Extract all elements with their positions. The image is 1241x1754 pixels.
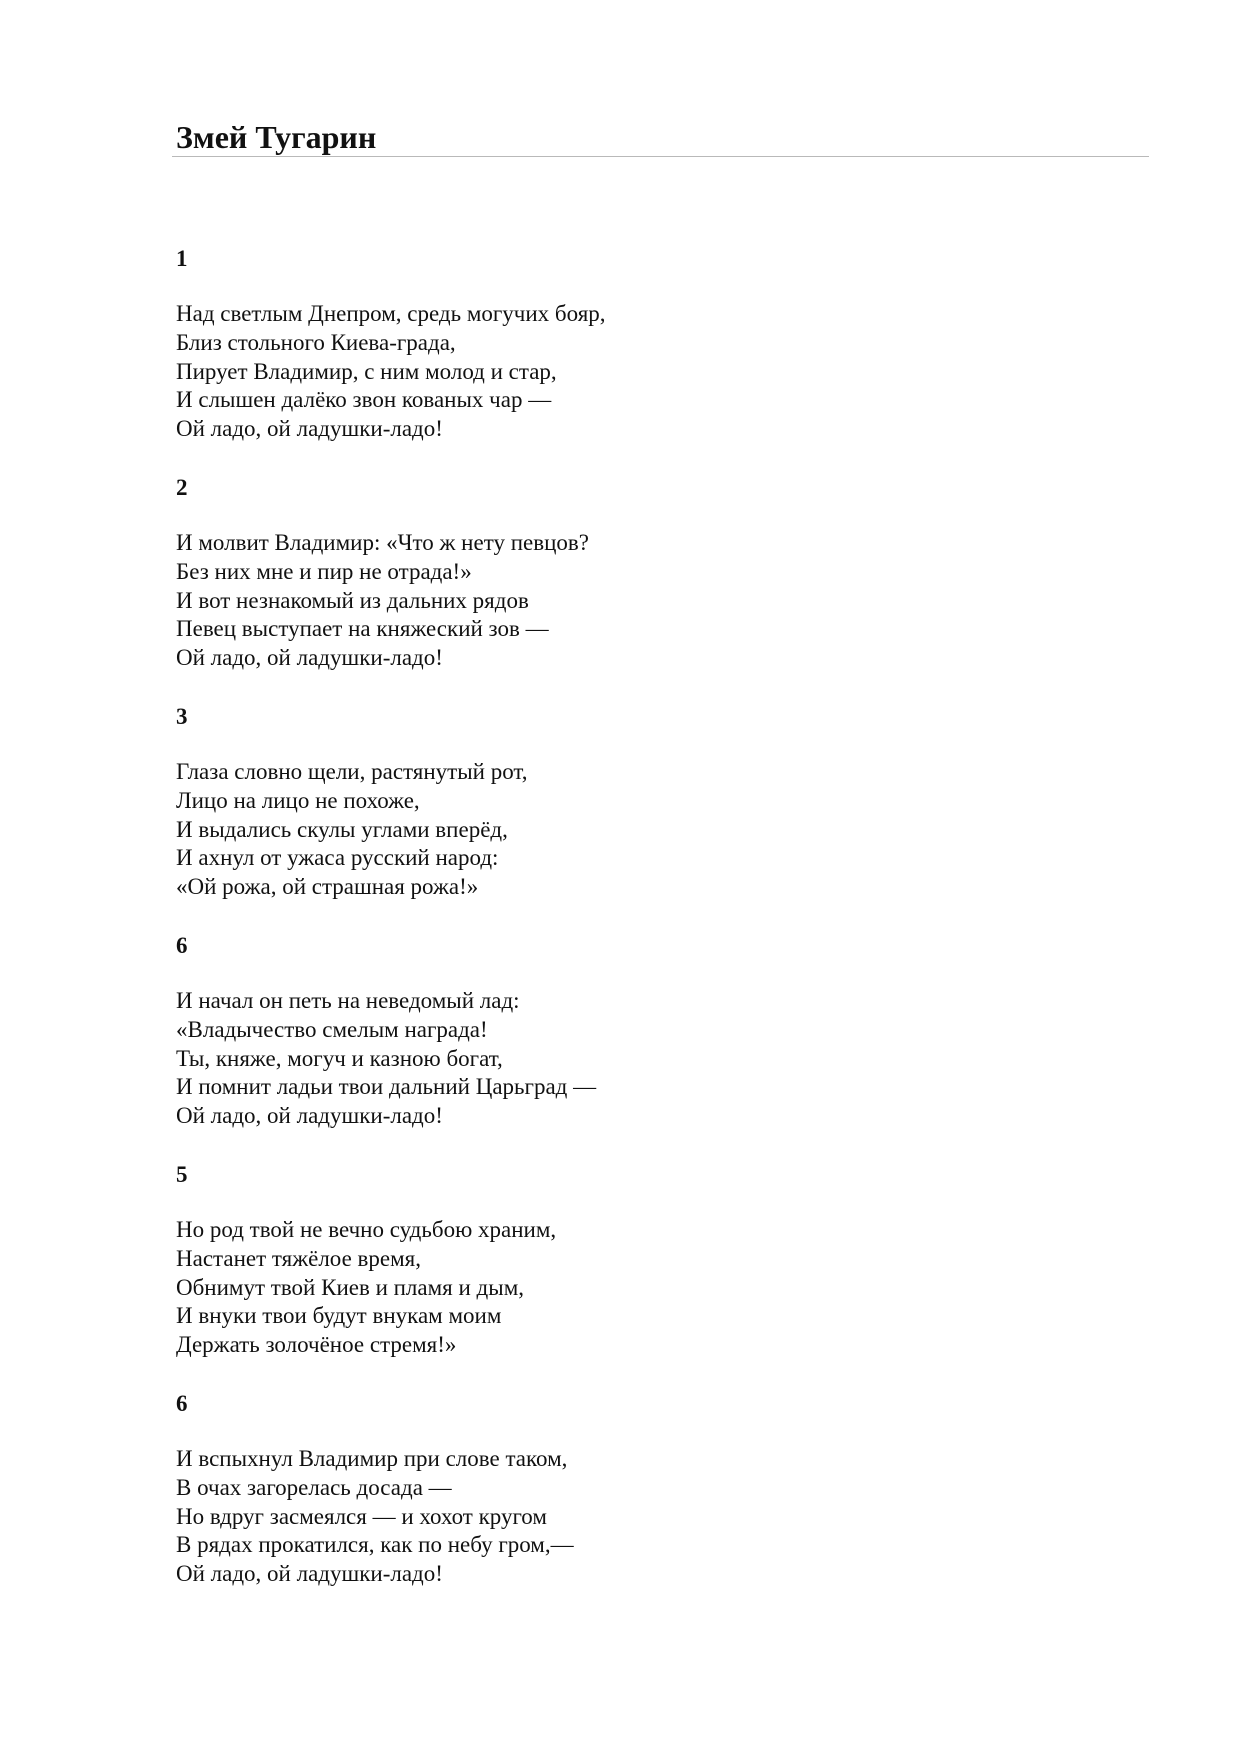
- verse-line: Держать золочёное стремя!»: [176, 1332, 457, 1358]
- stanza-number: 6: [176, 933, 188, 958]
- verse-line: Глаза словно щели, растянутый рот,: [176, 759, 528, 784]
- verse-line: И внуки твои будут внукам моим: [176, 1303, 502, 1329]
- verse-line: Ты, княже, могуч и казною богат,: [176, 1045, 503, 1071]
- stanza-number: 5: [176, 1162, 188, 1187]
- verse-line: И ахнул от ужаса русский народ:: [176, 845, 499, 871]
- verse-line: И выдались скулы углами вперёд,: [176, 816, 508, 842]
- stanza-lines: [176, 300, 606, 444]
- stanza-lines: [176, 987, 596, 1131]
- verse-line: Пирует Владимир, с ним молод и стар,: [176, 358, 557, 384]
- stanza-lines: [176, 529, 589, 673]
- verse-line: Обнимут твой Киев и пламя и дым,: [176, 1274, 525, 1300]
- verse-line: Певец выступает на княжеский зов —: [176, 616, 549, 642]
- verse-line: Ой ладо, ой ладушки-ладо!: [176, 416, 443, 442]
- verse-line: Близ стольного Киева-града,: [176, 329, 456, 355]
- verse-line: Ой ладо, ой ладушки-ладо!: [176, 645, 443, 671]
- verse-line: И начал он петь на неведомый лад:: [176, 988, 520, 1013]
- verse-line: Ой ладо, ой ладушки-ладо!: [176, 1103, 443, 1129]
- stanza-number: 1: [176, 246, 188, 271]
- stanza-lines: [176, 1216, 556, 1360]
- verse-line: Над светлым Днепром, средь могучих бояр,: [176, 301, 606, 326]
- verse-line: В рядах прокатился, как по небу гром,—: [176, 1532, 574, 1558]
- page-title: Змей Тугарин: [176, 119, 377, 155]
- verse-line: И слышен далёко звон кованых чар —: [176, 387, 552, 413]
- stanza-number: 2: [176, 475, 188, 500]
- verse-line: Настанет тяжёлое время,: [176, 1245, 421, 1271]
- stanza-number: 6: [176, 1391, 188, 1416]
- verse-line: Но вдруг засмеялся — и хохот кругом: [176, 1503, 547, 1529]
- verse-line: В очах загорелась досада —: [176, 1474, 452, 1500]
- verse-line: Ой ладо, ой ладушки-ладо!: [176, 1561, 443, 1587]
- stanza-lines: [176, 758, 528, 902]
- verse-line: «Владычество смелым награда!: [176, 1016, 488, 1042]
- verse-line: Лицо на лицо не похоже,: [176, 787, 420, 813]
- verse-line: «Ой рожа, ой страшная рожа!»: [176, 874, 479, 900]
- title-divider: [172, 156, 1149, 157]
- verse-line: И молвит Владимир: «Что ж нету певцов?: [176, 530, 589, 555]
- verse-line: И вот незнакомый из дальних рядов: [176, 587, 529, 613]
- verse-line: Без них мне и пир не отрада!»: [176, 558, 472, 584]
- verse-line: И помнит ладьи твои дальний Царьград —: [176, 1074, 597, 1100]
- stanza-lines: [176, 1445, 574, 1589]
- stanza-number: 3: [176, 704, 188, 729]
- verse-line: Но род твой не вечно судьбою храним,: [176, 1217, 557, 1242]
- verse-line: И вспыхнул Владимир при слове таком,: [176, 1446, 568, 1471]
